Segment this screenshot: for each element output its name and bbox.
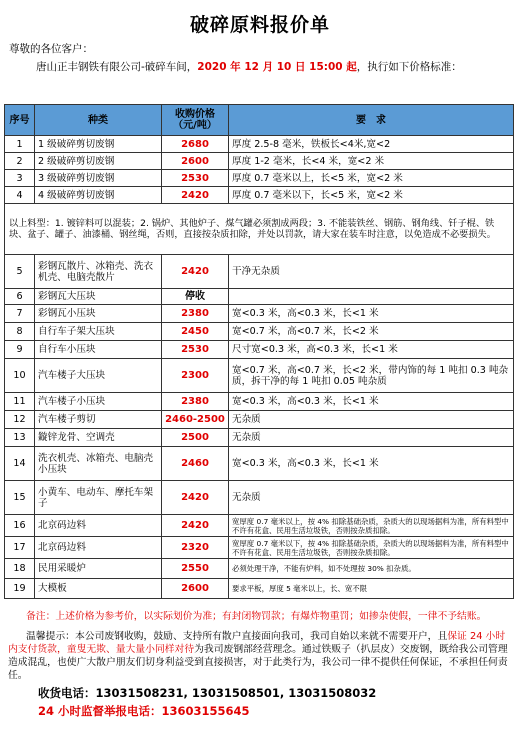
header-no: 序号 — [5, 105, 35, 136]
phone-label: 收货电话： — [38, 686, 96, 700]
row-price: 2500 — [162, 429, 229, 447]
row-kind: 自行车小压块 — [35, 341, 162, 359]
row-price: 2420 — [162, 187, 229, 204]
table-row — [5, 429, 514, 447]
row-no: 8 — [5, 323, 35, 341]
table-row — [5, 411, 514, 429]
row-requirement: 宽<0.3 米，高<0.3 米，长<1 米 — [229, 393, 514, 411]
row-no: 16 — [5, 515, 35, 537]
row-price: 2600 — [162, 153, 229, 170]
row-price: 2530 — [162, 170, 229, 187]
row-no: 14 — [5, 447, 35, 481]
remark: 备注：上述价格为参考价，以实际划价为准；有封闭物罚款；有爆炸物重罚；如掺杂使假，一律不予结账。 — [26, 611, 487, 622]
tips — [8, 630, 514, 682]
row-requirement: 厚度 1-2 毫米，长<4 米，宽<2 米 — [229, 153, 514, 170]
row-kind: 3 级破碎剪切废钢 — [35, 170, 162, 187]
table-row — [5, 393, 514, 411]
row-no: 19 — [5, 579, 35, 599]
table-row — [5, 187, 514, 204]
phone-numbers[interactable]: 13031508231, 13031508501, 13031508032 — [95, 686, 377, 700]
row-no: 2 — [5, 153, 35, 170]
row-price: 2680 — [162, 136, 229, 153]
row-price: 2450 — [162, 323, 229, 341]
row-price: 2530 — [162, 341, 229, 359]
notice-tail: ，执行如下价格标准： — [356, 61, 462, 73]
row-no: 18 — [5, 559, 35, 579]
row-price: 2600 — [162, 579, 229, 599]
row-requirement: 干净无杂质 — [229, 255, 514, 289]
hotline-number[interactable]: 13603155645 — [161, 704, 250, 718]
row-no: 17 — [5, 537, 35, 559]
row-price: 2550 — [162, 559, 229, 579]
row-requirement — [229, 289, 514, 305]
row-kind: 彩钢瓦大压块 — [35, 289, 162, 305]
row-kind: 自行车子架大压块 — [35, 323, 162, 341]
row-no: 12 — [5, 411, 35, 429]
row-requirement: 宽厚度 0.7 毫米以下，按 4% 扣除基础杂质，杂质大的以现场据料为准，所有料型中不许有花盒、民用生活垃圾铁，否则按杂质扣除。 — [229, 537, 514, 559]
row-kind: 大模板 — [35, 579, 162, 599]
table-note: 以上料型：1. 镀锌料可以混装；2. 锅炉、其他炉子、煤气罐必须割成两段；3. 不能装铁丝、钢筋、钢角线、钎子棍、铁块、盆子、罐子、油漆桶、钢丝绳，否则，直接按杂质扣除，并处以罚款，请大家在装车时注意，以免造成不必要损失。 — [5, 204, 514, 255]
row-no: 6 — [5, 289, 35, 305]
row-price: 2420 — [162, 481, 229, 515]
row-kind: 民用采暖炉 — [35, 559, 162, 579]
row-no: 5 — [5, 255, 35, 289]
greeting: 尊敬的各位客户： — [9, 43, 93, 55]
row-price: 2380 — [162, 305, 229, 323]
row-no: 4 — [5, 187, 35, 204]
row-kind: 彩钢瓦散片、冰箱壳、洗衣机壳、电脑壳散片 — [35, 255, 162, 289]
row-requirement: 无杂质 — [229, 429, 514, 447]
tips-part3: 为我司废钢部经营理念。通过铁贩子（扒层皮）交废钢，既给我公司管理造成混乱，也使广大散户朋友们切身利益受到直接损害，对于此类行为，我公司一律不提供任何保证，不承担任何责任。 — [8, 644, 508, 681]
row-requirement: 宽厚度 0.7 毫米以上，按 4% 扣除基础杂质，杂质大的以现场据料为准，所有料型中不许有花盒、民用生活垃圾铁，否则按杂质扣除。 — [229, 515, 514, 537]
row-requirement: 无杂质 — [229, 411, 514, 429]
row-kind: 1 级破碎剪切废钢 — [35, 136, 162, 153]
row-no: 11 — [5, 393, 35, 411]
row-kind: 汽车楼子剪切 — [35, 411, 162, 429]
row-kind: 北京码边料 — [35, 537, 162, 559]
table-row — [5, 170, 514, 187]
row-kind: 汽车楼子小压块 — [35, 393, 162, 411]
table-row — [5, 579, 514, 599]
tips-part1: 温馨提示：本公司废钢收购，鼓励、支持所有散户直接面向我司，我司自始以来就不需要开户，且 — [26, 631, 448, 642]
table-note-row — [5, 204, 514, 255]
row-no: 1 — [5, 136, 35, 153]
row-requirement: 厚度 0.7 毫米以上，长<5 米，宽<2 米 — [229, 170, 514, 187]
row-kind: 洗衣机壳、冰箱壳、电脑壳小压块 — [35, 447, 162, 481]
row-requirement: 必须处理干净，不能有炉料，如不处理按 30% 扣杂质。 — [229, 559, 514, 579]
row-kind: 北京码边料 — [35, 515, 162, 537]
header-price: 收购价格（元/吨） — [162, 105, 229, 136]
table-row — [5, 537, 514, 559]
row-kind: 小黄车、电动车、摩托车架子 — [35, 481, 162, 515]
table-row — [5, 289, 514, 305]
company-name: 唐山正丰钢铁有限公司-破碎车间， — [36, 61, 198, 73]
row-no: 13 — [5, 429, 35, 447]
table-row — [5, 559, 514, 579]
row-kind: 彩钢瓦小压块 — [35, 305, 162, 323]
footer — [8, 610, 514, 719]
row-kind: 4 级破碎剪切废钢 — [35, 187, 162, 204]
price-table — [4, 104, 514, 599]
row-requirement: 宽<0.7 米，高<0.7 米，长<2 米 — [229, 323, 514, 341]
hotline-label: 24 小时监督举报电话： — [38, 704, 162, 718]
table-row — [5, 515, 514, 537]
row-requirement: 宽<0.3 米，高<0.3 米，长<1 米 — [229, 447, 514, 481]
row-requirement: 厚度 0.7 毫米以下，长<5 米，宽<2 米 — [229, 187, 514, 204]
table-row — [5, 136, 514, 153]
row-price: 2300 — [162, 359, 229, 393]
effective-date: 2020 年 12 月 10 日 15:00 起 — [197, 61, 357, 73]
tips-part2: 保证 24 小时内支付货款，童叟无欺、量大量小同样对待 — [8, 631, 506, 655]
notice-line — [36, 59, 520, 75]
row-no: 3 — [5, 170, 35, 187]
row-no: 15 — [5, 481, 35, 515]
row-requirement: 要求平板，厚度 5 毫米以上，长、宽不限 — [229, 579, 514, 599]
row-no: 7 — [5, 305, 35, 323]
row-requirement: 宽<0.7 米，高<0.7 米，长<2 米，带内饰的每 1 吨扣 0.3 吨杂质，拆干净的每 1 吨扣 0.05 吨杂质 — [229, 359, 514, 393]
row-price: 2380 — [162, 393, 229, 411]
row-price: 停收 — [162, 289, 229, 305]
page-title: 破碎原料报价单 — [189, 14, 330, 36]
table-row — [5, 323, 514, 341]
row-price: 2320 — [162, 537, 229, 559]
table-row — [5, 305, 514, 323]
row-requirement: 厚度 2.5-8 毫米，铁板长<4米,宽<2 — [229, 136, 514, 153]
row-price: 2420 — [162, 515, 229, 537]
row-requirement: 无杂质 — [229, 481, 514, 515]
row-no: 9 — [5, 341, 35, 359]
row-requirement: 尺寸宽<0.3 米，高<0.3 米，长<1 米 — [229, 341, 514, 359]
table-row — [5, 153, 514, 170]
report-hotline — [38, 703, 514, 719]
row-kind: 汽车楼子大压块 — [35, 359, 162, 393]
table-header-row — [5, 105, 514, 136]
table-row — [5, 341, 514, 359]
row-price: 2420 — [162, 255, 229, 289]
row-no: 10 — [5, 359, 35, 393]
row-kind: 鏇锌龙骨、空调壳 — [35, 429, 162, 447]
header-requirement: 要 求 — [229, 105, 514, 136]
header-kind: 种类 — [35, 105, 162, 136]
row-kind: 2 级破碎剪切废钢 — [35, 153, 162, 170]
table-row — [5, 447, 514, 481]
row-requirement: 宽<0.3 米，高<0.3 米，长<1 米 — [229, 305, 514, 323]
table-row — [5, 255, 514, 289]
table-row — [5, 481, 514, 515]
table-row — [5, 359, 514, 393]
receiving-phones — [38, 685, 514, 701]
row-price: 2460 — [162, 447, 229, 481]
row-price: 2460-2500 — [162, 411, 229, 429]
